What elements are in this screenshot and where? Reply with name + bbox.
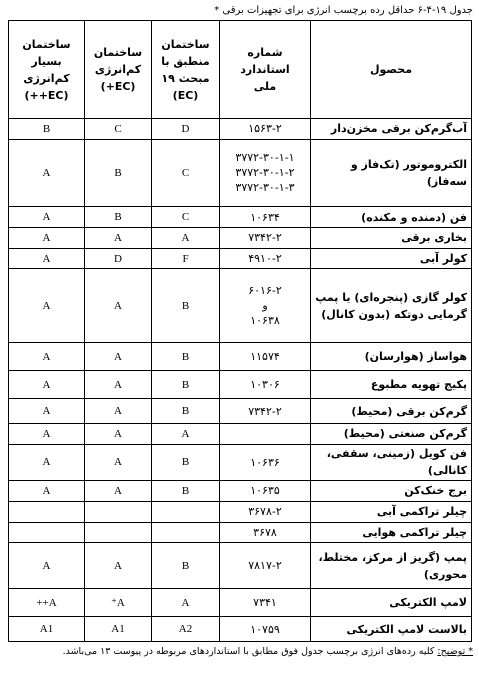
header-ec: ساختمان منطبق با مبحث ۱۹ (EC) (152, 21, 220, 119)
product-cell: چیلر تراکمی آبی (311, 501, 472, 522)
standard-cell: ۶۰۱۶-۲ و ۱۰۶۳۸ (220, 269, 311, 343)
ec-plus-cell: A (85, 227, 152, 248)
product-cell: چیلر تراکمی هوایی (311, 522, 472, 543)
ec-cell: B (152, 371, 220, 399)
ec-plus-cell: A⁺ (85, 589, 152, 617)
table-row (9, 617, 472, 642)
product-cell: فن (دمنده و مکنده) (311, 207, 472, 228)
standard-cell: ۳۷۷۲-۳۰-۱-۱ ۳۷۷۲-۳۰-۱-۲ ۳۷۷۲-۳۰-۱-۳ (220, 139, 311, 206)
ec-plus-cell: B (85, 139, 152, 206)
table-row (9, 227, 472, 248)
ec-plus-plus-cell: A (9, 269, 85, 343)
ec-plus-plus-cell (9, 501, 85, 522)
ec-plus-plus-cell: A++ (9, 589, 85, 617)
product-cell: بخاری برقی (311, 227, 472, 248)
ec-plus-cell: A (85, 543, 152, 589)
product-cell: کولر آبی (311, 248, 472, 269)
ec-plus-cell: A (85, 481, 152, 502)
table-row (9, 481, 472, 502)
table-row (9, 589, 472, 617)
table-row (9, 424, 472, 445)
standard-cell: ۱۰۳۰۶ (220, 371, 311, 399)
table-row (9, 343, 472, 371)
standard-cell: ۱۰۷۵۹ (220, 617, 311, 642)
ec-plus-cell: A (85, 424, 152, 445)
ec-plus-plus-cell: A (9, 207, 85, 228)
ec-plus-cell: C (85, 119, 152, 140)
ec-cell: A (152, 589, 220, 617)
table-row (9, 119, 472, 140)
ec-plus-plus-cell: A (9, 343, 85, 371)
ec-plus-plus-cell: A (9, 227, 85, 248)
product-cell: فن کویل (زمینی، سقفی، کانالی) (311, 444, 472, 480)
table-row (9, 399, 472, 424)
energy-label-table (8, 20, 472, 642)
footnote-text: کلیه رده‌های انرژی برچسب جدول فوق مطابق با استانداردهای مربوطه در پیوست ۱۳ می‌باشد. (62, 646, 435, 657)
table-row (9, 269, 472, 343)
standard-cell: ۷۳۴۲-۲ (220, 399, 311, 424)
ec-plus-cell: B (85, 207, 152, 228)
product-cell: گرم‌کن برقی (محیط) (311, 399, 472, 424)
table-row (9, 501, 472, 522)
standard-cell: ۱۰۶۳۶ (220, 444, 311, 480)
ec-cell: A (152, 227, 220, 248)
ec-plus-cell: A (85, 399, 152, 424)
ec-plus-cell: D (85, 248, 152, 269)
ec-cell: B (152, 269, 220, 343)
ec-plus-plus-cell (9, 522, 85, 543)
product-cell: گرم‌کن صنعتی (محیط) (311, 424, 472, 445)
standard-cell: ۱۰۶۳۴ (220, 207, 311, 228)
standard-cell: ۷۳۴۲-۲ (220, 227, 311, 248)
ec-plus-plus-cell: B (9, 119, 85, 140)
footnote (6, 645, 473, 658)
ec-cell: B (152, 399, 220, 424)
product-cell: بالاست لامپ الکتریکی (311, 617, 472, 642)
standard-cell: ۷۳۴۱ (220, 589, 311, 617)
ec-plus-cell (85, 501, 152, 522)
product-cell: هواساز (هوارسان) (311, 343, 472, 371)
ec-cell: C (152, 139, 220, 206)
product-cell: پکیج تهویه مطبوع (311, 371, 472, 399)
product-cell: برج خنک‌کن (311, 481, 472, 502)
table-row (9, 522, 472, 543)
ec-plus-plus-cell: A (9, 543, 85, 589)
ec-cell: B (152, 481, 220, 502)
standard-cell: ۱۵۶۳-۲ (220, 119, 311, 140)
table-row (9, 248, 472, 269)
standard-cell: ۳۶۷۸-۲ (220, 501, 311, 522)
ec-cell (152, 522, 220, 543)
ec-plus-plus-cell: A (9, 371, 85, 399)
ec-plus-plus-cell: A (9, 139, 85, 206)
standard-cell: ۱۰۶۳۵ (220, 481, 311, 502)
header-product: محصول (311, 21, 472, 119)
ec-cell: D (152, 119, 220, 140)
ec-cell (152, 501, 220, 522)
product-cell: لامپ الکتریکی (311, 589, 472, 617)
ec-plus-plus-cell: A (9, 424, 85, 445)
ec-plus-plus-cell: A (9, 399, 85, 424)
header-row (9, 21, 472, 119)
table-caption: جدول ۱۹-۴-۶ حداقل رده برچسب انرژی برای تجهیزات برقی * (214, 5, 473, 16)
standard-cell: ۴۹۱۰-۲ (220, 248, 311, 269)
ec-plus-cell: A1 (85, 617, 152, 642)
table-row (9, 139, 472, 206)
ec-cell: B (152, 543, 220, 589)
table-row (9, 207, 472, 228)
ec-cell: B (152, 343, 220, 371)
header-ec-plus-plus: ساختمان بسیار کم‌انرژی (EC++) (9, 21, 85, 119)
standard-cell: ۳۶۷۸ (220, 522, 311, 543)
product-cell: کولر گازی (پنجره‌ای) یا پمپ گرمایی دوتکه (بدون کانال) (311, 269, 472, 343)
ec-plus-plus-cell: A (9, 248, 85, 269)
ec-plus-cell (85, 522, 152, 543)
standard-cell: ۱۱۵۷۴ (220, 343, 311, 371)
ec-cell: F (152, 248, 220, 269)
product-cell: الکتروموتور (تک‌فاز و سه‌فاز) (311, 139, 472, 206)
product-cell: پمپ (گریز از مرکز، مختلط، محوری) (311, 543, 472, 589)
standard-cell: ۷۸۱۷-۲ (220, 543, 311, 589)
product-cell: آب‌گرم‌کن برقی مخزن‌دار (311, 119, 472, 140)
table-row (9, 444, 472, 480)
header-ec-plus: ساختمان کم‌انرژی (EC+) (85, 21, 152, 119)
ec-cell: A2 (152, 617, 220, 642)
footnote-label: * توضیح: (437, 646, 473, 657)
ec-cell: A (152, 424, 220, 445)
ec-plus-cell: A (85, 343, 152, 371)
ec-plus-cell: A (85, 371, 152, 399)
table-row (9, 371, 472, 399)
table-row (9, 543, 472, 589)
table-body (9, 119, 472, 642)
header-standard: شماره استاندارد ملی (220, 21, 311, 119)
standard-cell (220, 424, 311, 445)
ec-plus-cell: A (85, 269, 152, 343)
ec-plus-plus-cell: A (9, 444, 85, 480)
ec-plus-cell: A (85, 444, 152, 480)
ec-plus-plus-cell: A1 (9, 617, 85, 642)
ec-cell: B (152, 444, 220, 480)
ec-plus-plus-cell: A (9, 481, 85, 502)
ec-cell: C (152, 207, 220, 228)
